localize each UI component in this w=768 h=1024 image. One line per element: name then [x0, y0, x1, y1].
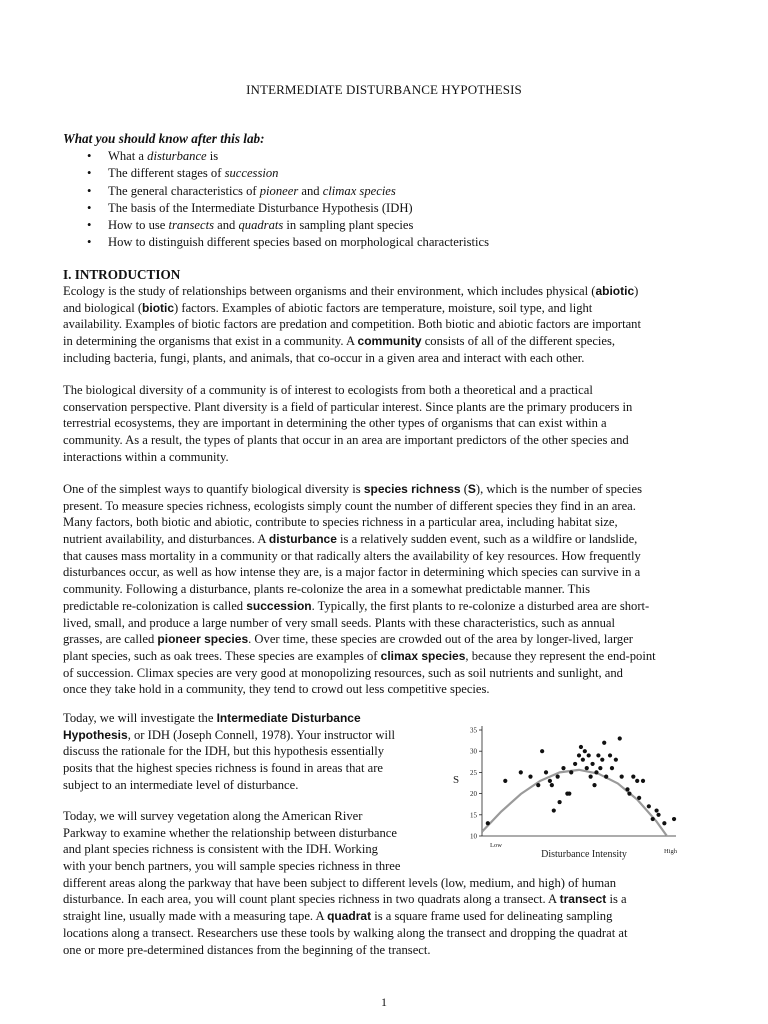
- data-point: [556, 775, 560, 779]
- paragraph-ecology: Ecology is the study of relationships between organisms and their environment, which includes physical (abiotic) and biological (biotic) factors. Examples of abiotic factors are temperature, moisture, soil type, and light availability. Examples of biotic factors are predation and competition. Both biotic and abiotic factors are important in determining the organisms that exist in a community. A community consists of all of the different species, including bacteria, fungi, plants, and animals, that co-occur in a given area and interact with each other.: [63, 284, 641, 365]
- y-tick-label: 15: [470, 811, 477, 820]
- data-point: [600, 758, 604, 762]
- data-point: [596, 753, 600, 757]
- data-point: [552, 808, 556, 812]
- x-tick-label-high: High: [664, 848, 677, 855]
- data-point: [627, 792, 631, 796]
- data-point: [519, 770, 523, 774]
- data-point: [608, 753, 612, 757]
- y-tick-label: 35: [470, 726, 477, 735]
- data-point: [625, 787, 629, 791]
- x-axis-label: Disturbance Intensity: [541, 849, 627, 860]
- objective-item: • What a disturbance is: [87, 149, 219, 163]
- data-point: [561, 766, 565, 770]
- data-point: [581, 758, 585, 762]
- data-point: [558, 800, 562, 804]
- chart-axes: [479, 726, 676, 836]
- data-point: [569, 770, 573, 774]
- y-tick-label: 10: [470, 832, 477, 841]
- data-point: [548, 779, 552, 783]
- data-point: [631, 775, 635, 779]
- paragraph-survey: Today, we will survey vegetation along the American River Parkway to examine whether the relationship between disturbance and plant species richness is consistent with the IDH. Working with your bench partners, you will sample species richness in three different areas along the parkway that have been subject to different levels (low, medium, and high) of human disturbance. In each area, you will count plant species richness in two quadrats along a transect. A transect is a straight line, usually made with a measuring tape. A quadrat is a square frame used for delineating sampling locations along a transect. Researchers use these tools by walking along the transect and dropping the quadrat at one or more pre-determined distances from the beginning of the transect.: [63, 809, 628, 957]
- data-point: [540, 749, 544, 753]
- data-point: [592, 783, 596, 787]
- data-point: [587, 753, 591, 757]
- objective-item: • The different stages of succession: [87, 166, 279, 181]
- data-point: [486, 821, 490, 825]
- objective-item: • How to use transects and quadrats in sampling plant species: [87, 218, 414, 233]
- data-point: [656, 813, 660, 817]
- data-point: [503, 779, 507, 783]
- data-point: [585, 766, 589, 770]
- objective-item: • The general characteristics of pioneer and climax species: [87, 183, 396, 198]
- page-title: INTERMEDIATE DISTURBANCE HYPOTHESIS: [246, 82, 522, 97]
- y-axis-label: S: [453, 774, 460, 786]
- data-point: [635, 779, 639, 783]
- data-point: [655, 808, 659, 812]
- data-point: [662, 821, 666, 825]
- data-point: [614, 758, 618, 762]
- trend-curve: [482, 770, 676, 849]
- data-point: [637, 796, 641, 800]
- data-point: [589, 775, 593, 779]
- introduction-heading: I. INTRODUCTION: [63, 267, 181, 282]
- data-point: [528, 775, 532, 779]
- page-number: 1: [381, 995, 387, 1009]
- idh-scatter-figure: [440, 722, 690, 862]
- objective-item: • The basis of the Intermediate Disturbance Hypothesis (IDH): [87, 200, 413, 215]
- data-point: [544, 770, 548, 774]
- learning-objectives-list: [87, 148, 489, 252]
- y-tick-label: 30: [470, 747, 477, 756]
- data-point: [573, 762, 577, 766]
- data-point: [598, 766, 602, 770]
- paragraph-diversity: The biological diversity of a community is of interest to ecologists from both a theoretical and a practical conservation perspective. Plant diversity is a field of particular interest. Since plants are the primary producers in terrestrial ecosystems, they are important in determining the other types of organisms that can exist within a community. As a result, the types of plants that occur in an area are important predictors of the other species and interactions within a community.: [63, 383, 633, 464]
- data-point: [651, 817, 655, 821]
- data-point: [583, 749, 587, 753]
- objective-item: • How to distinguish different species based on morphological characteristics: [87, 235, 489, 250]
- learning-objectives-heading: What you should know after this lab:: [63, 131, 265, 146]
- paragraph-species-richness: One of the simplest ways to quantify biological diversity is species richness (S), which is the number of species present. To measure species richness, ecologists simply count the number of different species they find in an area. Many factors, both biotic and abiotic, contribute to species richness in a particular area, including habitat size, nutrient availability, and disturbances. A disturbance is a relatively sudden event, such as a wildfire or landslide, that causes mass mortality in a community or that radically alters the availability of key resources. How frequently disturbances occur, as well as how intense they are, is a major factor in determining which species can survive in a community. Following a disturbance, plants re-colonize the area in a somewhat predictable manner. This predictable re-colonization is called succession. Typically, the first plants to re-colonize a disturbed area are short- lived, small, and produce a large number of very small seeds. Plants with these characteristics, such as annual grasses, are called pioneer species. Over time, these species are crowded out of the area by longer-lived, larger plant species, such as oak trees. These species are examples of climax species, because they represent the end-point of succession. Climax species are very good at monopolizing resources, such as soil nutrients and sunlight, and once they take hold in a community, they tend to crowd out less competitive species.: [63, 482, 656, 697]
- data-point: [536, 783, 540, 787]
- data-point: [590, 762, 594, 766]
- data-point: [579, 745, 583, 749]
- data-point: [610, 766, 614, 770]
- idh-scatter-chart: [440, 722, 690, 862]
- data-point: [602, 741, 606, 745]
- data-point: [641, 779, 645, 783]
- data-point: [577, 753, 581, 757]
- y-tick-label: 20: [470, 790, 477, 799]
- y-tick-label: 25: [470, 768, 477, 777]
- data-point: [550, 783, 554, 787]
- data-point: [672, 817, 676, 821]
- data-point: [620, 775, 624, 779]
- paragraph-idh: Today, we will investigate the Intermediate Disturbance Hypothesis, or IDH (Joseph Connell, 1978). Your instructor will discuss the rationale for the IDH, but this hypothesis essentially posits that the highest species richness is found in areas that are subject to an intermediate level of disturbance.: [63, 711, 395, 792]
- data-point: [567, 792, 571, 796]
- data-point: [594, 770, 598, 774]
- data-point: [604, 775, 608, 779]
- data-point: [618, 736, 622, 740]
- x-tick-label-low: Low: [490, 842, 502, 849]
- data-point: [647, 804, 651, 808]
- chart-curve-layer: [482, 770, 676, 849]
